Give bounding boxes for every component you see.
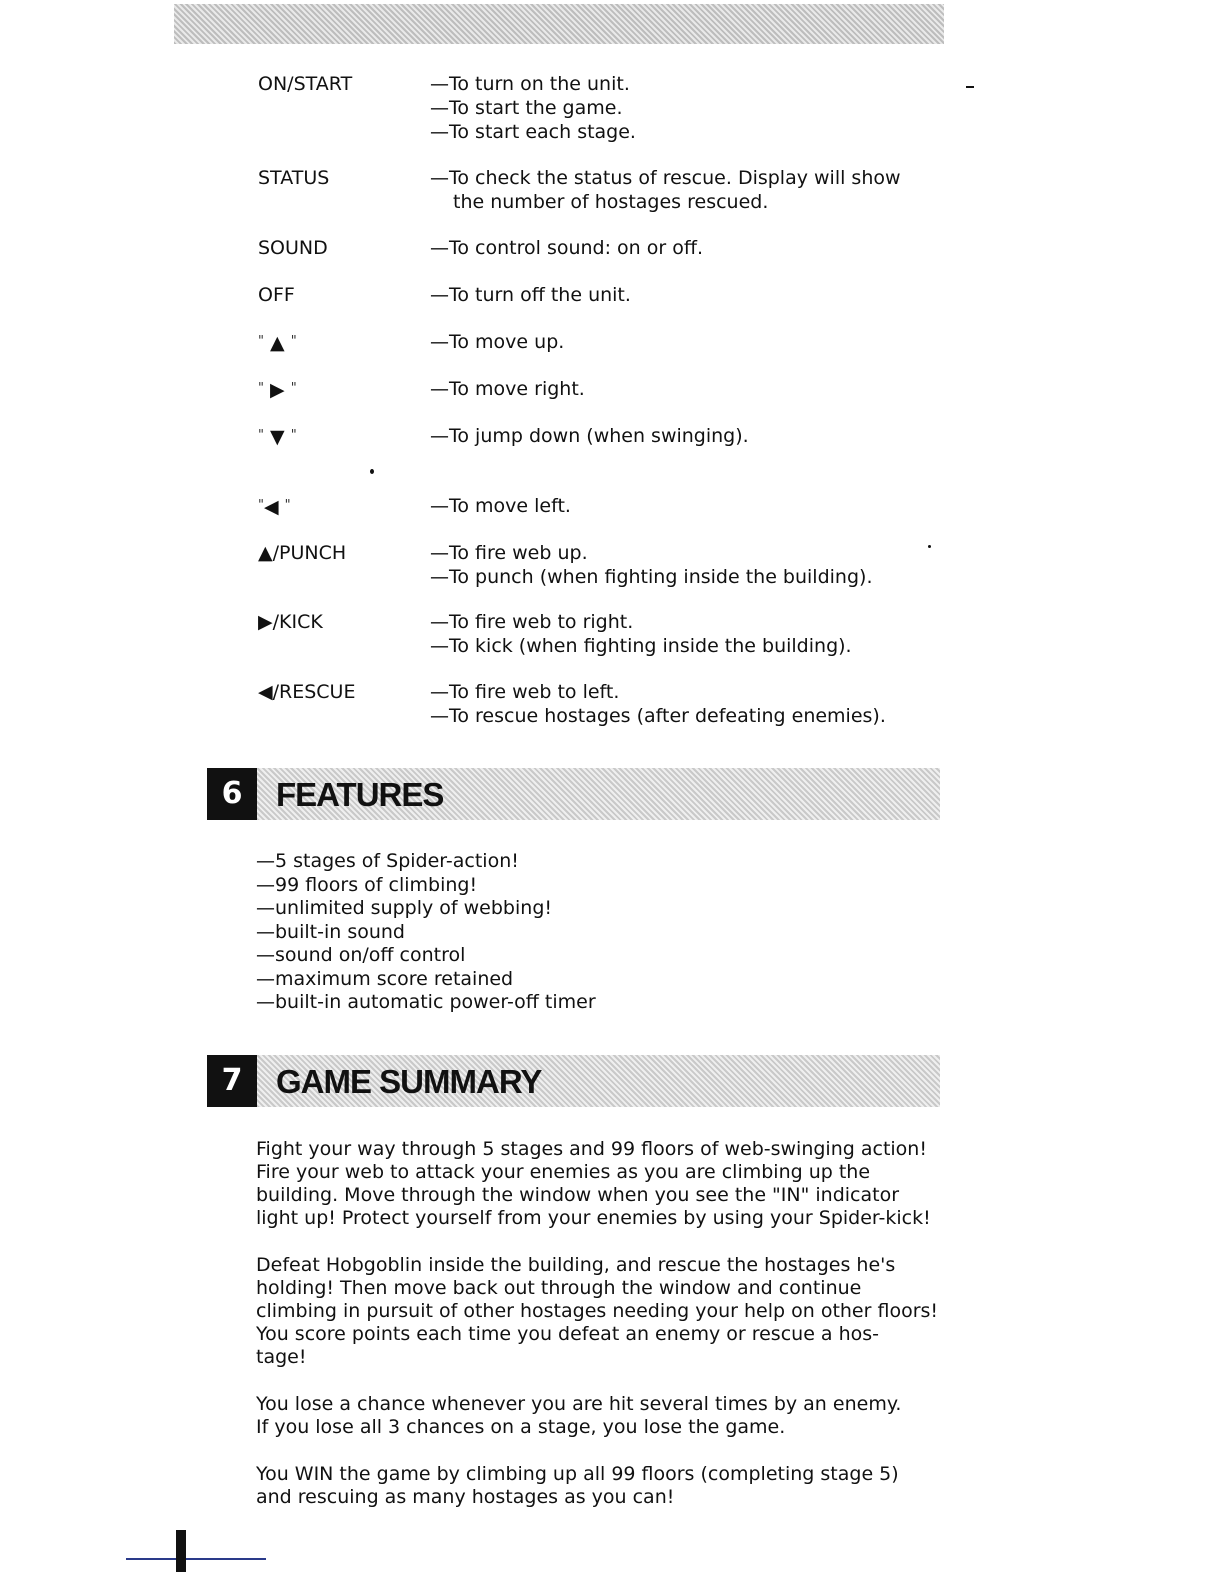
control-description [430,330,564,354]
control-desc-line: —To move left. [430,495,571,517]
summary-line: light up! Protect yourself from your enemies by using your Spider-kick! [256,1207,931,1229]
control-desc-line: —To fire web up. [430,542,588,564]
up-arrow-icon: ▲ [270,332,285,354]
section-title: FEATURES [276,776,444,813]
bottom-rule [126,1558,266,1560]
control-key: ON/START [258,73,353,95]
control-key: SOUND [258,237,328,259]
print-speck [370,469,374,474]
control-key: OFF [258,284,295,306]
control-desc-line: —To fire web to left. [430,681,620,703]
control-desc-line: —To jump down (when swinging). [430,425,749,447]
left-arrow-icon: ◀ [263,496,279,518]
feature-item: —5 stages of Spider-action! [256,850,519,872]
control-description [430,236,703,260]
control-description [430,424,749,448]
control-desc-line: —To fire web to right. [430,611,634,633]
section-number: 6 [207,768,257,820]
summary-line: You lose a chance whenever you are hit several times by an enemy. [256,1393,902,1415]
binding-mark [176,1530,186,1572]
header-texture-band [174,4,944,44]
summary-line: You WIN the game by climbing up all 99 floors (completing stage 5) [256,1463,899,1485]
summary-paragraph [256,1138,956,1230]
summary-paragraph [256,1393,956,1439]
print-speck [966,86,974,88]
summary-line: Fire your web to attack your enemies as you are climbing up the [256,1161,871,1183]
summary-line: holding! Then move back out through the window and continue [256,1277,862,1299]
summary-line: Defeat Hobgoblin inside the building, and rescue the hostages he's [256,1254,896,1276]
control-desc-line: —To kick (when fighting inside the building). [430,635,852,657]
control-key: ▶/KICK [258,611,323,633]
feature-item: —sound on/off control [256,944,466,966]
control-desc-line: —To control sound: on or off. [430,237,703,259]
control-description [430,494,571,518]
control-key-up: " ▲ " [258,332,297,354]
control-key: STATUS [258,167,330,189]
control-description [430,283,631,307]
game-summary-text [256,1138,956,1533]
summary-line: building. Move through the window when you see the "IN" indicator [256,1184,900,1206]
control-key-right: " ▶ " [258,379,297,401]
features-list [256,850,596,1015]
down-arrow-icon: ▼ [270,426,285,448]
summary-line: Fight your way through 5 stages and 99 floors of web-swinging action! [256,1138,927,1160]
features-header [207,768,940,820]
control-description [430,680,886,728]
section-number: 7 [207,1055,257,1107]
feature-item: —maximum score retained [256,967,514,990]
control-description [430,541,872,589]
control-description [430,610,852,658]
summary-paragraph [256,1463,956,1509]
summary-line: climbing in pursuit of other hostages needing your help on other floors! [256,1300,939,1322]
section-title: GAME SUMMARY [276,1063,542,1100]
feature-item: —built-in sound [256,920,405,943]
control-desc-line: —To start each stage. [430,121,636,143]
control-key: ▲/PUNCH [258,542,347,564]
control-description [430,72,636,144]
control-desc-line: the number of hostages rescued. [453,191,769,213]
control-desc-line: —To check the status of rescue. Display will show [430,167,901,189]
control-key: ◀/RESCUE [258,681,356,703]
summary-line: and rescuing as many hostages as you can! [256,1486,675,1508]
control-desc-line: —To rescue hostages (after defeating enemies). [430,705,886,727]
feature-item: —unlimited supply of webbing! [256,897,552,919]
summary-line: If you lose all 3 chances on a stage, you lose the game. [256,1416,786,1438]
summary-line: You score points each time you defeat an enemy or rescue a hos- [256,1323,880,1345]
control-desc-line: —To punch (when fighting inside the building). [430,566,873,588]
control-key-down: " ▼ " [258,426,297,448]
summary-line: tage! [256,1346,307,1368]
control-desc-line: —To start the game. [430,97,623,119]
feature-item: —built-in automatic power-off timer [256,991,596,1013]
game-summary-header [207,1055,940,1107]
control-desc-line: —To move right. [430,378,585,400]
control-desc-line: —To turn on the unit. [430,73,630,95]
right-arrow-icon: ▶ [270,379,285,401]
control-description [430,377,585,401]
feature-item: —99 floors of climbing! [256,873,478,896]
summary-paragraph [256,1254,956,1369]
control-description [430,166,901,214]
control-desc-line: —To turn off the unit. [430,284,631,306]
control-key-left: "◀ " [258,496,291,518]
print-speck [928,545,931,548]
control-desc-line: —To move up. [430,331,565,353]
